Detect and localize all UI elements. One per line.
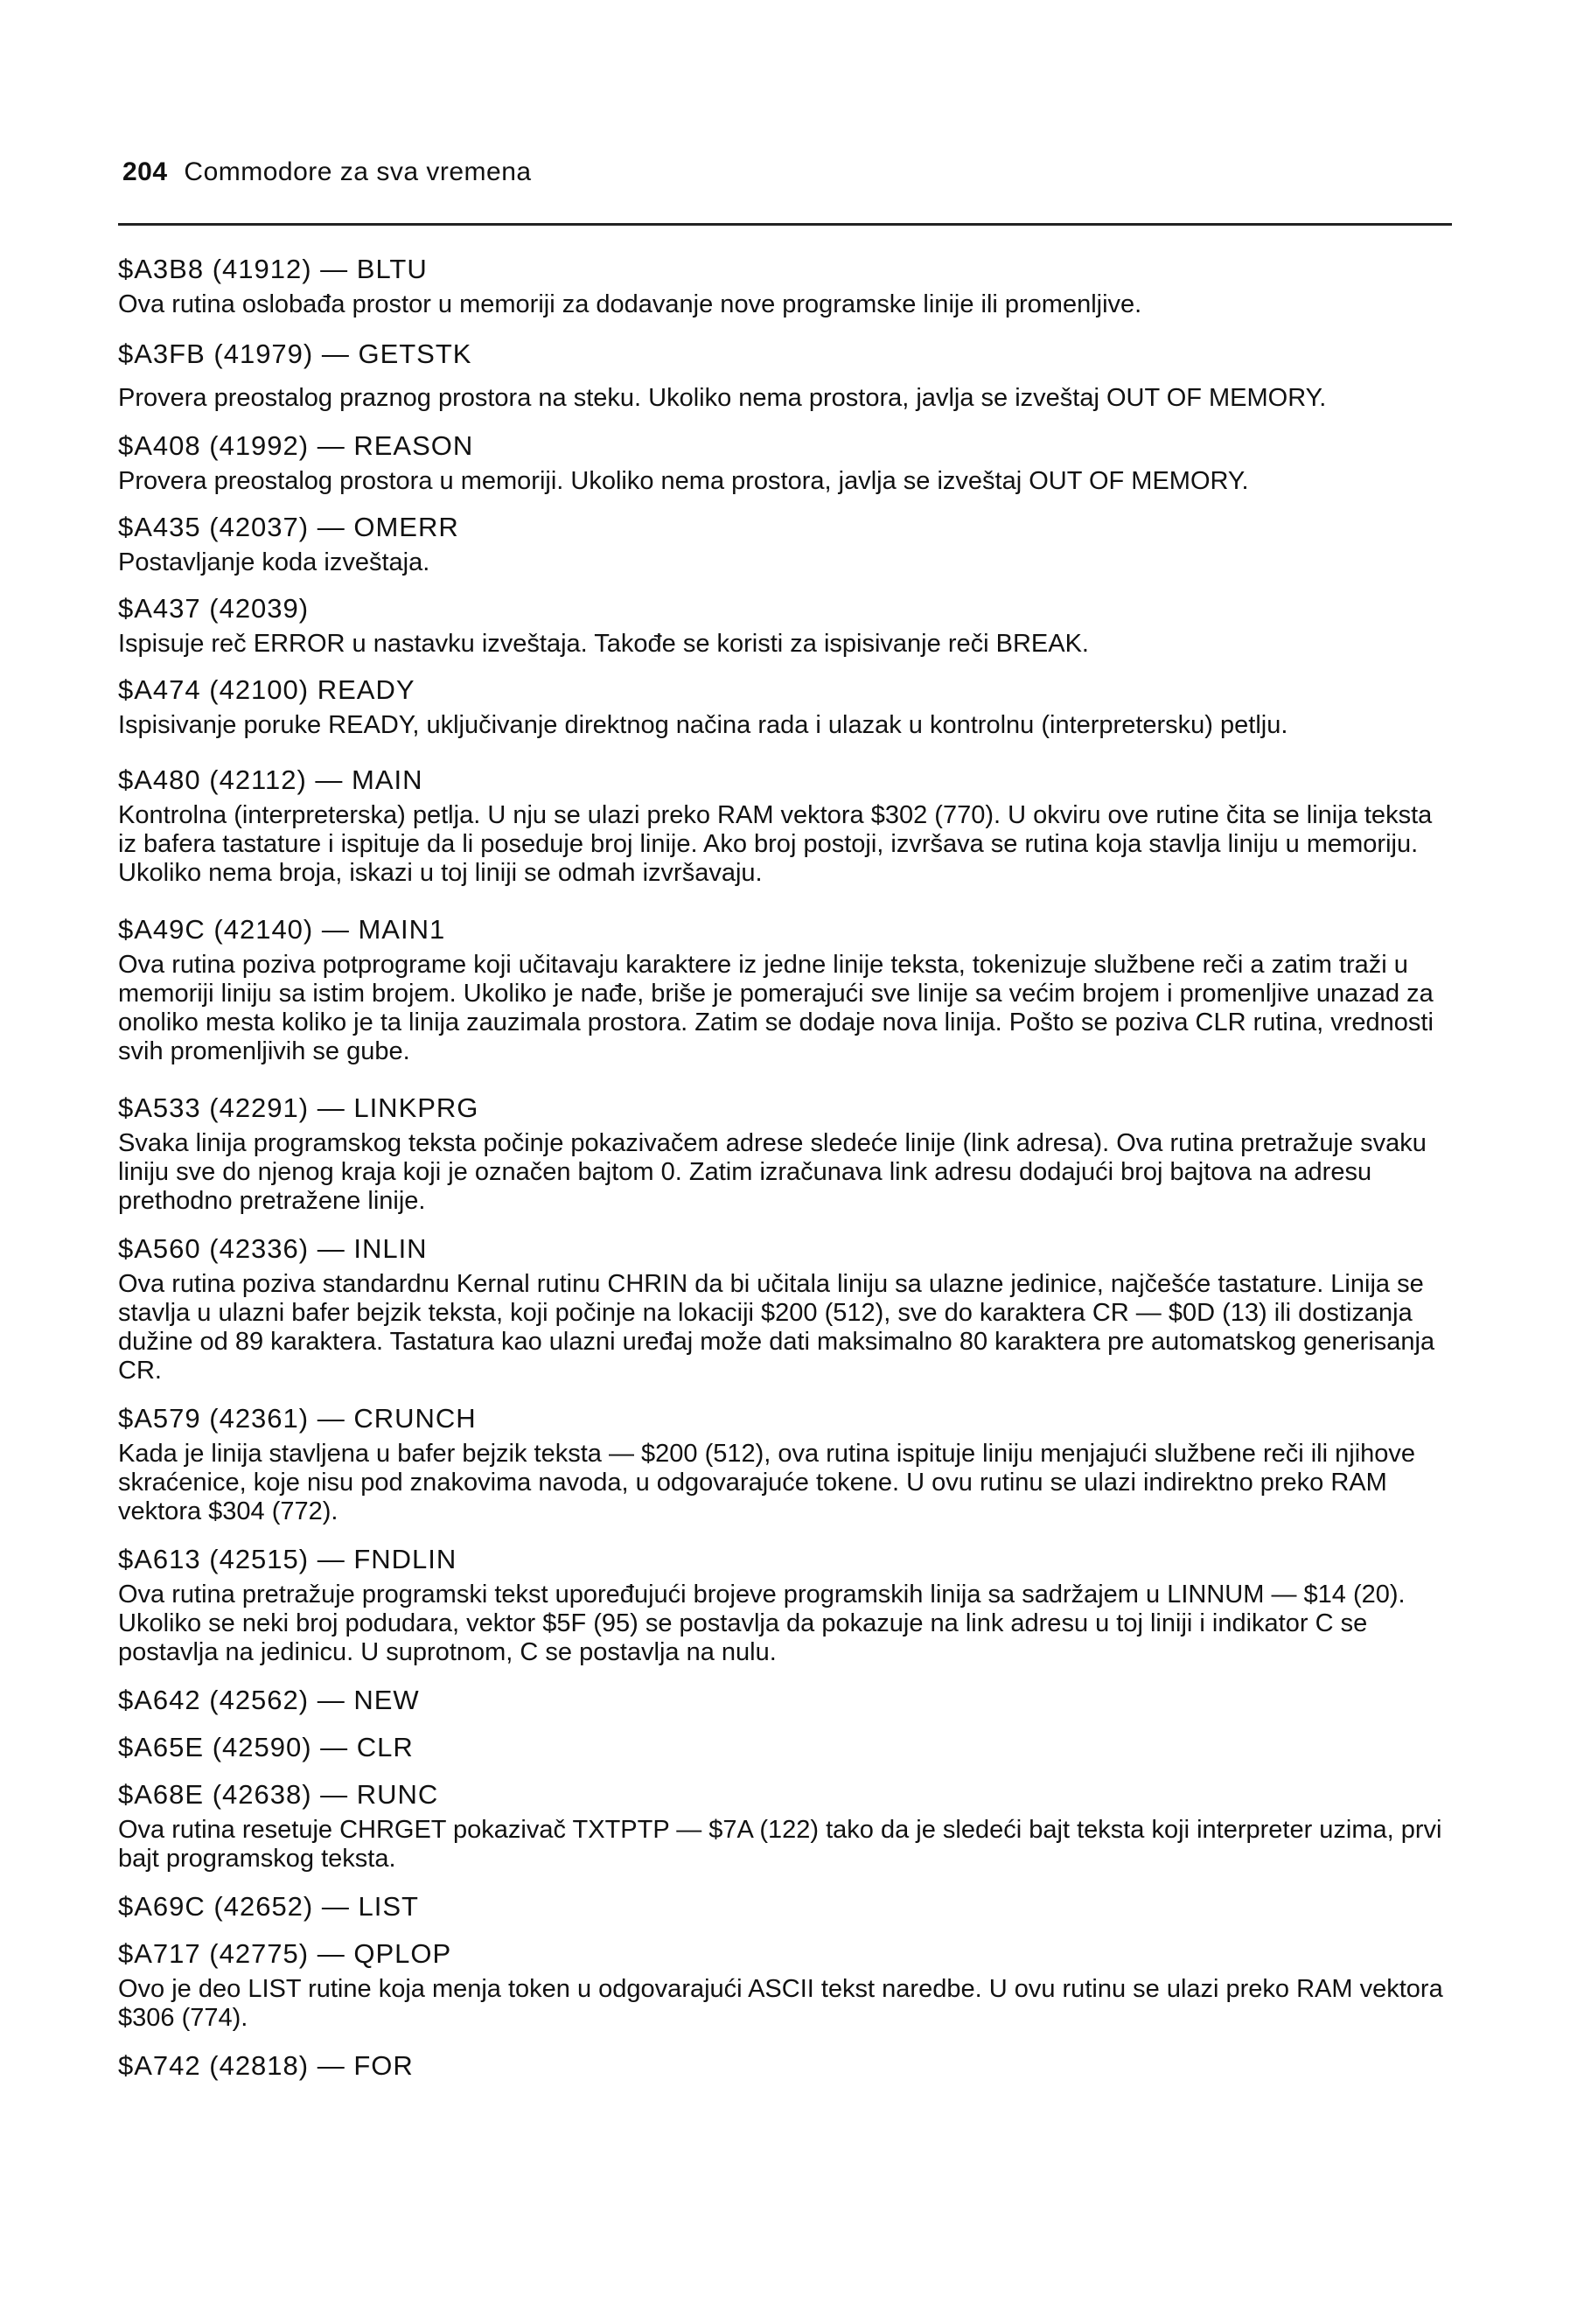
routine-title: $A69C (42652) — LIST: [118, 1891, 419, 1922]
routine-title: $A717 (42775) — QPLOP: [118, 1938, 452, 1969]
routine-title: $A642 (42562) — NEW: [118, 1685, 420, 1715]
routine-title: $A560 (42336) — INLIN: [118, 1233, 428, 1264]
routine-title: $A437 (42039): [118, 593, 310, 624]
routine-description: Kada je linija stavljena u bafer bejzik teksta — $200 (512), ova rutina ispituje liniju menjajući službene reči ili njihove skraćenice, koje nisu pod znakovima navoda, u odgovarajuće tokene. U ovu rutinu se ulazi indirektno preko RAM vektora $304 (772).: [118, 1440, 1416, 1525]
routine-entry: [118, 252, 1452, 319]
routine-entry: [118, 912, 1452, 1066]
routine-title: $A435 (42037) — OMERR: [118, 512, 459, 542]
routine-description: Ova rutina poziva potprograme koji učitavaju karaktere iz jedne linije teksta, tokenizuje službene reči a zatim traži u memoriji liniju sa istim brojem. Ukoliko je nađe, briše je pomerajući sve linije sa većim brojem i promenljive unazad za onoliko mesta koliko je ta linija zauzimala prostora. Zatim se dodaje nova linija. Pošto se poziva CLR rutina, vrednosti svih promenljivih se gube.: [118, 951, 1434, 1065]
routine-description: Ova rutina poziva standardnu Kernal rutinu CHRIN da bi učitala liniju sa ulazne jedinice, najčešće tastature. Linija se stavlja u ulazni bafer bejzik teksta, koji počinje na lokaciji $200 (512), sve do karaktera CR — $0D (13) ili dostizanja dužine od 89 karaktera. Tastatura kao ulazni uređaj može dati maksimalno 80 karaktera pre automatskog generisanja CR.: [118, 1270, 1435, 1385]
routine-title: $A742 (42818) — FOR: [118, 2050, 414, 2081]
routine-description: Postavljanje koda izveštaja.: [118, 548, 430, 576]
routine-entry: [118, 1683, 1452, 1718]
routine-description: Kontrolna (interpreterska) petlja. U nju se ulazi preko RAM vektora $302 (770). U okviru ove rutine čita se linija teksta iz bafera tastature i ispituje da li poseduje broj linije. Ako broj postoji, izvršava se rutina koja stavlja liniju u memoriju. Ukoliko nema broja, iskazi u toj liniji se odmah izvršavaju.: [118, 801, 1433, 887]
routine-entry: [118, 2048, 1452, 2083]
routine-title: $A613 (42515) — FNDLIN: [118, 1544, 457, 1574]
routine-description: Provera preostalog prostora u memoriji. Ukoliko nema prostora, javlja se izveštaj OUT OF MEMORY.: [118, 467, 1249, 495]
page-number: 204: [122, 157, 168, 186]
routine-title: $A49C (42140) — MAIN1: [118, 914, 446, 945]
routine-title: $A3B8 (41912) — BLTU: [118, 254, 428, 284]
routine-list: [118, 252, 1452, 2083]
routine-description: Svaka linija programskog teksta počinje pokazivačem adrese sledeće linije (link adresa). Ova rutina pretražuje svaku liniju sve do njenog kraja koji je označen bajtom 0. Zatim izračunava link adresu dodajući broj bajtova na adresu prethodno pretražene linije.: [118, 1129, 1427, 1215]
routine-description: Ispisivanje poruke READY, uključivanje direktnog načina rada i ulazak u kontrolnu (interpretersku) petlju.: [118, 711, 1288, 739]
routine-entry: [118, 429, 1452, 496]
routine-title: $A474 (42100) READY: [118, 674, 415, 705]
header-rule: [118, 223, 1452, 226]
routine-title: $A68E (42638) — RUNC: [118, 1779, 439, 1810]
routine-description: Provera preostalog praznog prostora na steku. Ukoliko nema prostora, javlja se izveštaj OUT OF MEMORY.: [118, 384, 1327, 412]
routine-title: $A3FB (41979) — GETSTK: [118, 338, 472, 369]
routine-title: $A480 (42112) — MAIN: [118, 764, 423, 795]
routine-title: $A533 (42291) — LINKPRG: [118, 1092, 479, 1123]
routine-entry: [118, 1730, 1452, 1765]
book-title: Commodore za sva vremena: [184, 157, 532, 186]
routine-entry: [118, 673, 1452, 740]
routine-entry: [118, 1542, 1452, 1667]
routine-description: Ova rutina oslobađa prostor u memoriji za dodavanje nove programske linije ili promenljive.: [118, 290, 1142, 318]
routine-entry: [118, 510, 1452, 577]
routine-description: Ova rutina resetuje CHRGET pokazivač TXTPTP — $7A (122) tako da je sledeći bajt teksta koji interpreter uzima, prvi bajt programskog teksta.: [118, 1816, 1442, 1873]
routine-entry: [118, 1232, 1452, 1385]
routine-title: $A408 (41992) — REASON: [118, 430, 474, 461]
page-header: [122, 157, 532, 187]
routine-entry: [118, 1091, 1452, 1216]
routine-title: $A65E (42590) — CLR: [118, 1732, 414, 1762]
routine-title: $A579 (42361) — CRUNCH: [118, 1403, 477, 1434]
routine-description: Ova rutina pretražuje programski tekst upoređujući brojeve programskih linija sa sadržajem u LINNUM — $14 (20). Ukoliko se neki broj podudara, vektor $5F (95) se postavlja da pokazuje na link adresu u toj liniji i indikator C se postavlja na jedinicu. U suprotnom, C se postavlja na nulu.: [118, 1581, 1406, 1666]
routine-entry: [118, 1401, 1452, 1526]
routine-description: Ispisuje reč ERROR u nastavku izveštaja. Takođe se koristi za ispisivanje reči BREAK.: [118, 630, 1089, 658]
routine-entry: [118, 337, 1452, 413]
routine-entry: [118, 591, 1452, 659]
routine-entry: [118, 763, 1452, 888]
routine-entry: [118, 1937, 1452, 2033]
routine-entry: [118, 1889, 1452, 1924]
routine-entry: [118, 1777, 1452, 1874]
routine-description: Ovo je deo LIST rutine koja menja token u odgovarajući ASCII tekst naredbe. U ovu rutinu se ulazi preko RAM vektora $306 (774).: [118, 1975, 1443, 2032]
